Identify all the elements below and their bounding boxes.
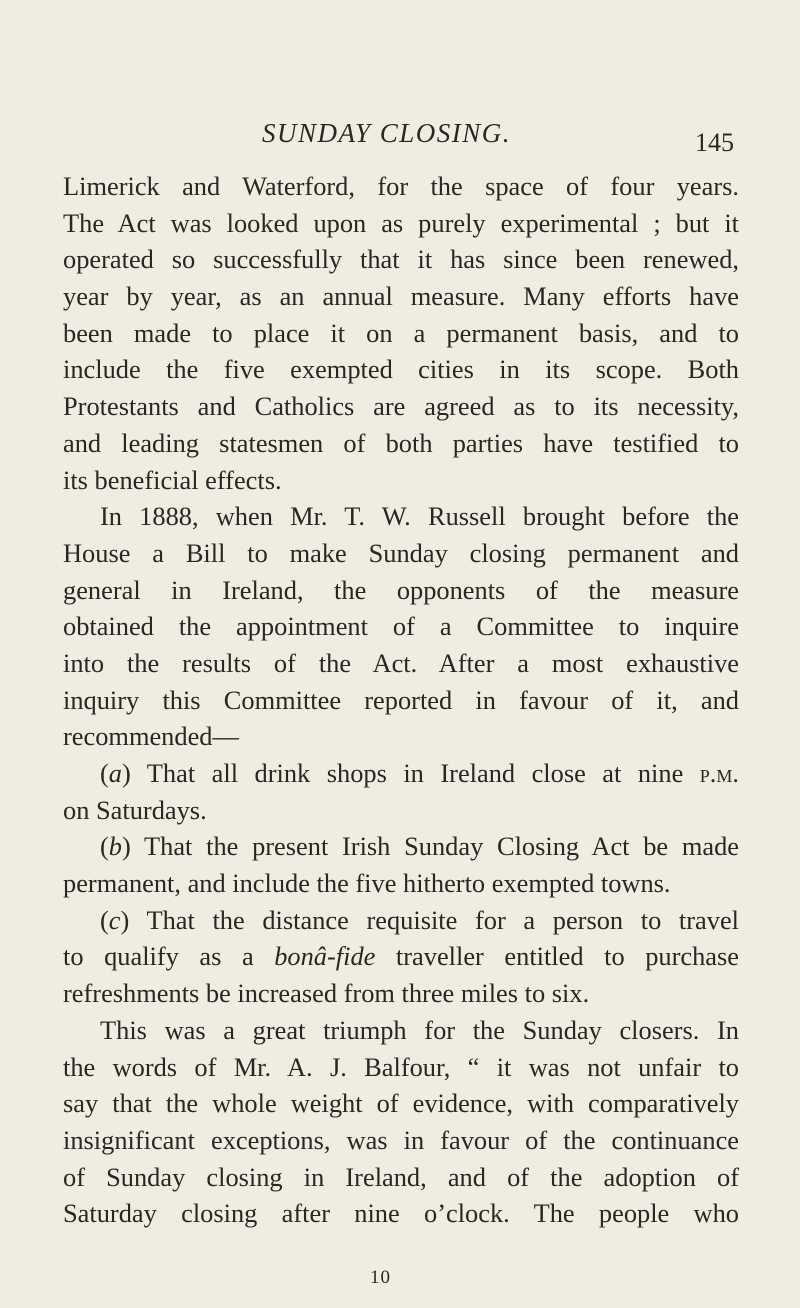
- text-line: its beneficial effects.: [63, 464, 282, 495]
- text-line: of Sunday closing in Ireland, and of the adoption of: [63, 1161, 739, 1192]
- list-letter: b: [108, 831, 122, 862]
- text-line: recommended—: [63, 721, 239, 752]
- list-text: ) That the distance requisite for a person to travel: [120, 904, 739, 935]
- running-title: SUNDAY CLOSING.: [262, 118, 512, 148]
- text-line: general in Ireland, the opponents of the measure: [63, 574, 739, 605]
- text-line: into the results of the Act. After a most exhaustive: [63, 647, 739, 678]
- list-item-b-first-line: [63, 828, 739, 865]
- list-item-a-first-line: [63, 755, 739, 792]
- text-line: inquiry this Committee reported in favour of it, and: [63, 684, 739, 715]
- list-item-c-second-line: [63, 938, 739, 975]
- text-line: obtained the appointment of a Committee to inquire: [63, 611, 739, 642]
- text-line: year by year, as an annual measure. Many efforts have: [63, 281, 739, 312]
- text-line: The Act was looked upon as purely experimental ; but it: [63, 207, 739, 238]
- text-line: permanent, and include the five hitherto exempted towns.: [63, 868, 671, 899]
- text-line: Limerick and Waterford, for the space of four years.: [63, 171, 739, 201]
- page-number: 145: [695, 128, 734, 157]
- text-line: operated so successfully that it has since been renewed,: [63, 244, 739, 275]
- text-line: In 1888, when Mr. T. W. Russell brought before the: [100, 501, 739, 532]
- list-item-c-first-line: [63, 902, 739, 939]
- text-line: refreshments be increased from three miles to six.: [63, 978, 590, 1009]
- list-letter: a: [108, 758, 122, 788]
- text-line: say that the whole weight of evidence, with comparatively: [63, 1088, 739, 1119]
- list-text: traveller entitled to purchase: [375, 941, 739, 972]
- list-letter: c: [108, 904, 121, 935]
- paren-open: (: [100, 904, 109, 935]
- list-text: ) That the present Irish Sunday Closing Act be made: [122, 831, 739, 862]
- time-abbrev: p.m.: [699, 758, 739, 788]
- text-line: the words of Mr. A. J. Balfour, “ it was not unfair to: [63, 1051, 739, 1082]
- body-text: [63, 168, 739, 1232]
- list-text: to qualify as a: [63, 941, 275, 972]
- italic-term: bonâ-fide: [274, 941, 376, 972]
- text-line: include the five exempted cities in its scope. Both: [63, 354, 739, 385]
- text-line: This was a great triumph for the Sunday closers. In: [100, 1014, 739, 1045]
- text-line: insignificant exceptions, was in favour of the continuance: [63, 1124, 739, 1155]
- paren-open: (: [100, 831, 109, 862]
- text-line: Protestants and Catholics are agreed as to its necessity,: [63, 391, 739, 422]
- list-text: ) That all drink shops in Ireland close at nine: [122, 758, 700, 788]
- signature-mark: 10: [370, 1267, 391, 1288]
- paren-open: (: [100, 758, 109, 788]
- text-line: and leading statesmen of both parties have testified to: [63, 427, 739, 458]
- text-line: on Saturdays.: [63, 794, 207, 825]
- text-line: House a Bill to make Sunday closing permanent and: [63, 537, 739, 568]
- running-head: [0, 118, 800, 158]
- text-line: Saturday closing after nine o’clock. The people who: [63, 1198, 739, 1229]
- text-line: been made to place it on a permanent basis, and to: [63, 317, 739, 348]
